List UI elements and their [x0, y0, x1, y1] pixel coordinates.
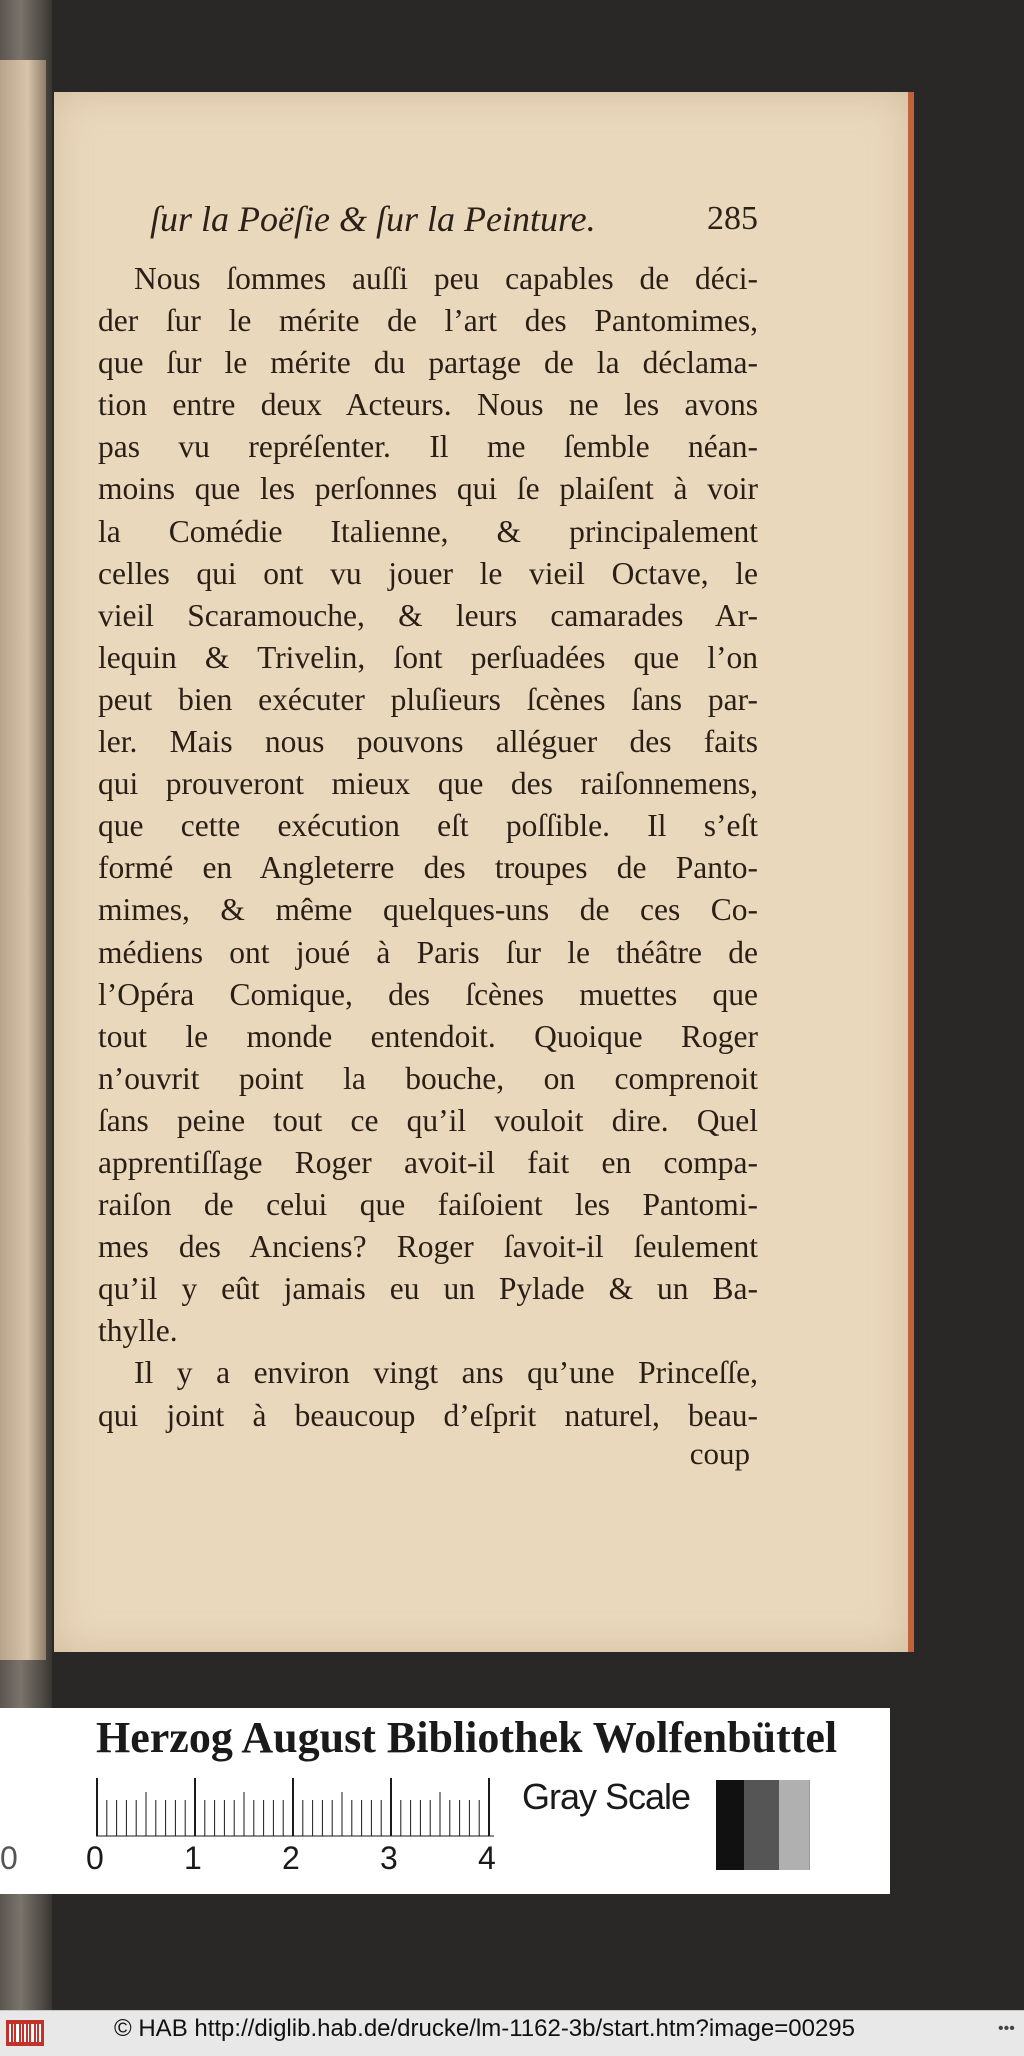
text-line: pas vu repréſenter. Il me ſemble néan- [98, 429, 758, 465]
text-line: l’Opéra Comique, des ſcènes muettes que [98, 976, 758, 1012]
text-line: ſans peine tout ce qu’il vouloit dire. Quel [98, 1102, 758, 1138]
gray-swatch [779, 1780, 809, 1870]
ruler-label: 2 [282, 1840, 300, 1876]
ruler-label: 0 [86, 1840, 104, 1876]
text-line: qui joint à beaucoup d’eſprit naturel, beau- [98, 1397, 758, 1433]
gray-scale-label: Gray Scale [522, 1776, 691, 1817]
text-line: celles qui ont vu jouer le vieil Octave, le [98, 555, 758, 591]
ruler-label: 4 [478, 1840, 496, 1876]
page-number: 285 [707, 200, 758, 237]
facing-page-edge [0, 60, 46, 1660]
text-line: raiſon de celui que faiſoient les Pantomi- [98, 1187, 758, 1223]
ruler-label: 3 [380, 1840, 398, 1876]
hab-barcode-logo-icon [6, 2018, 44, 2048]
text-line: der ſur le mérite de l’art des Pantomimes, [98, 303, 758, 339]
library-name: Herzog August Bibliothek Wolfenbüttel [96, 1713, 838, 1762]
text-line: que ſur le mérite du partage de la déclama- [98, 345, 758, 381]
text-line: peut bien exécuter pluſieurs ſcènes ſans par- [98, 681, 758, 717]
text-line: qui prouveront mieux que des raiſonnemens, [98, 766, 758, 802]
text-line: Nous ſommes auſſi peu capables de déci- [134, 261, 758, 296]
gray-swatch [744, 1780, 780, 1870]
text-line: ler. Mais nous pouvons alléguer des faits [98, 724, 758, 760]
ruler-label-fragment: 0 [0, 1840, 18, 1876]
text-line: mes des Anciens? Roger ſavoit-il ſeulement [98, 1229, 758, 1265]
text-line: tion entre deux Acteurs. Nous ne les avons [98, 387, 758, 423]
measurement-ruler [96, 1778, 496, 1838]
text-line: Il y a environ vingt ans qu’une Princeſſe, [134, 1355, 758, 1391]
text-line: la Comédie Italienne, & principalement [98, 513, 758, 549]
page-body-text [98, 258, 758, 1437]
catchword: coup [689, 1436, 750, 1471]
text-line: mimes, & même quelques-uns de ces Co- [98, 892, 758, 928]
gray-swatch [716, 1780, 744, 1870]
ruler-label: 1 [184, 1840, 202, 1876]
text-line: tout le monde entendoit. Quoique Roger [98, 1018, 758, 1054]
text-line: médiens ont joué à Paris ſur le théâtre de [98, 934, 758, 970]
text-line: apprentiſſage Roger avoit-il fait en compa- [98, 1144, 758, 1180]
text-line: formé en Angleterre des troupes de Panto- [98, 850, 758, 886]
more-options-icon[interactable]: ••• [998, 2020, 1015, 2037]
image-source-link[interactable]: © HAB http://diglib.hab.de/drucke/lm-1162-3b/start.htm?image=00295 [114, 2015, 855, 2042]
text-line: lequin & Trivelin, ſont perſuadées que l’on [98, 639, 758, 675]
ruler-labels [86, 1840, 506, 1880]
text-line: que cette exécution eſt poſſible. Il s’eſt [98, 808, 758, 844]
text-line: moins que les perſonnes qui ſe plaiſent à voir [98, 471, 758, 507]
running-head: ſur la Poëſie & ſur la Peinture. [150, 199, 596, 239]
text-line: vieil Scaramouche, & leurs camarades Ar- [98, 597, 758, 633]
gray-scale-swatches [716, 1780, 820, 1870]
gray-swatch [809, 1780, 820, 1870]
text-line: n’ouvrit point la bouche, on comprenoit [98, 1060, 758, 1096]
text-line: qu’il y eût jamais eu un Pylade & un Ba- [98, 1271, 758, 1307]
text-line: thylle. [98, 1313, 178, 1349]
